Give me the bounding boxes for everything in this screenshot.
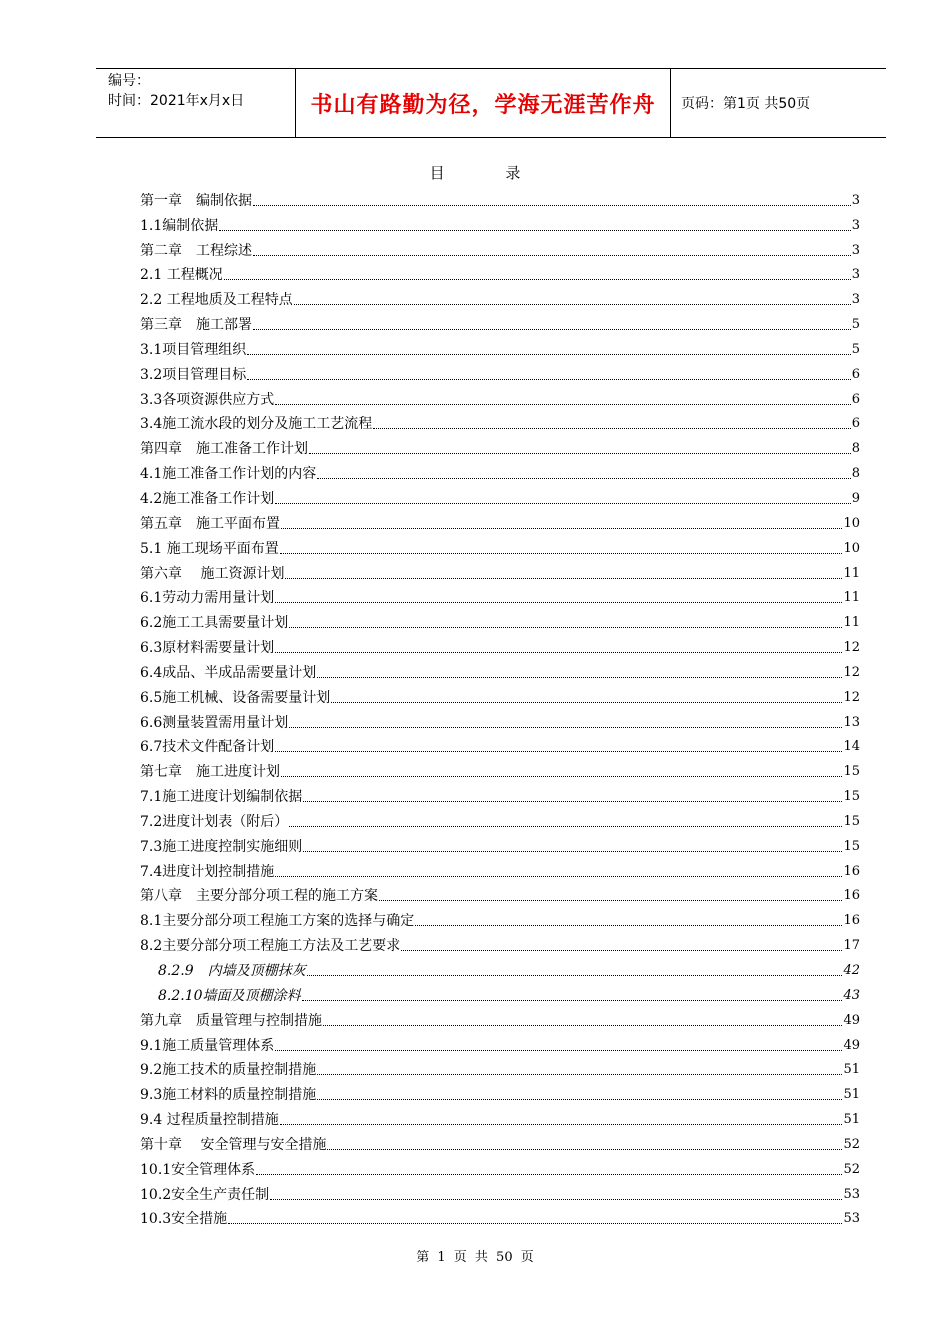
toc-entry[interactable] xyxy=(140,707,860,732)
toc-entry[interactable] xyxy=(140,1104,860,1129)
toc-entry[interactable] xyxy=(140,1030,860,1055)
toc-entry-title: 5.1 施工现场平面布置 xyxy=(140,540,279,557)
toc-entry[interactable] xyxy=(140,856,860,881)
toc-entry-page: 15 xyxy=(843,813,860,829)
toc-dot-leader xyxy=(256,1174,842,1175)
header-time: 时间：2021年x月x日 xyxy=(108,93,245,109)
toc-dot-leader xyxy=(289,727,842,728)
toc-entry-title: 8.2.10墙面及顶棚涂料 xyxy=(158,987,301,1004)
toc-dot-leader xyxy=(317,677,842,678)
toc-entry[interactable] xyxy=(140,632,860,657)
toc-dot-leader xyxy=(253,329,851,330)
toc-dot-leader xyxy=(224,279,851,280)
toc-dot-leader xyxy=(327,1149,842,1150)
toc-entry-title: 第二章 工程综述 xyxy=(140,242,252,259)
toc-entry[interactable] xyxy=(140,1204,860,1229)
header-meta xyxy=(96,69,296,137)
toc-entry-title: 8.2主要分部分项工程施工方法及工艺要求 xyxy=(140,938,401,955)
toc-entry-page: 15 xyxy=(843,789,860,805)
toc-entry-page: 52 xyxy=(843,1161,860,1177)
toc-dot-leader xyxy=(379,900,842,901)
header-motto: 书山有路勤为径，学海无涯苦作舟 xyxy=(296,69,671,137)
toc-entry-title: 第九章 质量管理与控制措施 xyxy=(140,1012,322,1029)
toc-dot-leader xyxy=(401,950,842,951)
toc-dot-leader xyxy=(302,1000,843,1001)
toc-entry-title: 9.1施工质量管理体系 xyxy=(140,1037,275,1054)
toc-entry[interactable] xyxy=(140,235,860,260)
toc-entry[interactable] xyxy=(140,260,860,285)
toc-dot-leader xyxy=(309,453,851,454)
page-footer: 第 1 页 共 50 页 xyxy=(416,1250,534,1265)
toc-dot-leader xyxy=(275,876,842,877)
toc-entry[interactable] xyxy=(140,284,860,309)
toc-dot-leader xyxy=(275,404,850,405)
toc-dot-leader xyxy=(307,975,843,976)
toc-entry-page: 49 xyxy=(843,1037,860,1053)
toc-entry-page: 16 xyxy=(843,863,860,879)
toc-entry[interactable] xyxy=(140,409,860,434)
toc-entry-title: 2.2 工程地质及工程特点 xyxy=(140,292,293,309)
toc-dot-leader xyxy=(247,354,850,355)
toc-entry-title: 3.4施工流水段的划分及施工工艺流程 xyxy=(140,416,373,433)
toc-entry[interactable] xyxy=(140,1055,860,1080)
toc-entry-title: 10.2安全生产责任制 xyxy=(140,1186,270,1203)
toc-dot-leader xyxy=(280,1124,843,1125)
toc-entry[interactable] xyxy=(140,1129,860,1154)
toc-dot-leader xyxy=(281,528,842,529)
toc-entry[interactable] xyxy=(140,384,860,409)
toc-dot-leader xyxy=(253,205,851,206)
toc-entry-page: 16 xyxy=(843,888,860,904)
toc-entry[interactable] xyxy=(140,210,860,235)
toc-entry[interactable] xyxy=(140,607,860,632)
toc-entry[interactable] xyxy=(140,309,860,334)
toc-entry-title: 8.1主要分部分项工程施工方案的选择与确定 xyxy=(140,913,415,930)
toc-entry-page: 15 xyxy=(843,764,860,780)
toc-entry[interactable] xyxy=(140,558,860,583)
toc-dot-leader xyxy=(289,826,842,827)
toc-dot-leader xyxy=(331,702,842,703)
toc-entry[interactable] xyxy=(140,1179,860,1204)
toc-entry-page: 3 xyxy=(851,267,860,283)
toc-dot-leader xyxy=(275,751,842,752)
toc-dot-leader xyxy=(280,553,843,554)
toc-entry-title: 10.3安全措施 xyxy=(140,1211,228,1228)
toc-entry[interactable] xyxy=(140,806,860,831)
toc-entry-title: 7.4进度计划控制措施 xyxy=(140,863,275,880)
toc-entry-page: 11 xyxy=(843,590,860,606)
toc-entry[interactable] xyxy=(140,1005,860,1030)
toc-entry-title: 7.3施工进度控制实施细则 xyxy=(140,838,303,855)
toc-dot-leader xyxy=(317,478,850,479)
toc-dot-leader xyxy=(275,1050,842,1051)
toc-entry[interactable] xyxy=(140,1154,860,1179)
toc-entry-page: 12 xyxy=(843,640,860,656)
toc-dot-leader xyxy=(275,503,850,504)
toc-entry-title: 9.4 过程质量控制措施 xyxy=(140,1112,279,1129)
toc-entry-page: 3 xyxy=(851,217,860,233)
toc-entry-page: 3 xyxy=(851,292,860,308)
toc-entry[interactable] xyxy=(140,185,860,210)
toc-entry-title: 第十章 安全管理与安全措施 xyxy=(140,1136,327,1153)
toc-entry-title: 6.1劳动力需用量计划 xyxy=(140,590,275,607)
toc-dot-leader xyxy=(373,428,850,429)
toc-entry[interactable] xyxy=(140,359,860,384)
toc-entry-title: 第一章 编制依据 xyxy=(140,192,252,209)
toc-entry-title: 7.2进度计划表（附后） xyxy=(140,813,289,830)
toc-entry-page: 12 xyxy=(843,664,860,680)
toc-entry[interactable] xyxy=(140,955,860,980)
toc-entry[interactable] xyxy=(140,930,860,955)
toc-dot-leader xyxy=(270,1199,842,1200)
toc-entry[interactable] xyxy=(140,433,860,458)
toc-entry[interactable] xyxy=(140,881,860,906)
toc-entry-title: 4.1施工准备工作计划的内容 xyxy=(140,466,317,483)
toc-entry[interactable] xyxy=(140,682,860,707)
toc-entry-page: 16 xyxy=(843,913,860,929)
toc-dot-leader xyxy=(247,379,850,380)
toc-entry[interactable] xyxy=(140,831,860,856)
toc-entry-page: 10 xyxy=(843,540,860,556)
toc-dot-leader xyxy=(285,578,842,579)
toc-dot-leader xyxy=(228,1223,842,1224)
toc-entry-title: 3.3各项资源供应方式 xyxy=(140,391,275,408)
toc-entry-page: 42 xyxy=(843,963,860,978)
toc-dot-leader xyxy=(281,776,842,777)
toc-entry-title: 9.3施工材料的质量控制措施 xyxy=(140,1087,317,1104)
toc-entry-page: 8 xyxy=(851,441,860,457)
toc-entry-page: 51 xyxy=(843,1112,860,1128)
toc-entry-page: 10 xyxy=(843,515,860,531)
toc-entry-page: 13 xyxy=(843,714,860,730)
toc-entry-title: 6.5施工机械、设备需要量计划 xyxy=(140,689,331,706)
header-number: 编号： xyxy=(108,73,150,89)
toc-entry-page: 5 xyxy=(851,317,860,333)
toc-entry-title: 7.1施工进度计划编制依据 xyxy=(140,789,303,806)
toc-entry[interactable] xyxy=(140,533,860,558)
toc-entry-page: 52 xyxy=(843,1136,860,1152)
toc-entry-page: 11 xyxy=(843,565,860,581)
toc-entry-title: 6.2施工工具需要量计划 xyxy=(140,615,289,632)
toc-entry[interactable] xyxy=(140,1079,860,1104)
toc-entry[interactable] xyxy=(140,483,860,508)
toc-dot-leader xyxy=(317,1099,842,1100)
toc-entry-page: 53 xyxy=(843,1186,860,1202)
toc-dot-leader xyxy=(415,925,842,926)
page-header xyxy=(96,68,886,138)
toc-entry-page: 9 xyxy=(851,490,860,506)
toc-entry-title: 1.1编制依据 xyxy=(140,217,219,234)
toc-entry-title: 10.1安全管理体系 xyxy=(140,1161,256,1178)
toc-entry-title: 2.1 工程概况 xyxy=(140,267,223,284)
toc-entry-title: 9.2施工技术的质量控制措施 xyxy=(140,1062,317,1079)
toc-entry-page: 6 xyxy=(851,366,860,382)
toc-entry[interactable] xyxy=(140,583,860,608)
toc-entry[interactable] xyxy=(140,732,860,757)
toc-entry[interactable] xyxy=(140,781,860,806)
toc-title: 目 录 xyxy=(429,164,549,182)
header-page-info: 页码：第1页 共50页 xyxy=(681,96,811,112)
toc-entry-page: 12 xyxy=(843,689,860,705)
toc-dot-leader xyxy=(323,1025,842,1026)
toc-dot-leader xyxy=(303,851,842,852)
toc-entry-title: 6.7技术文件配备计划 xyxy=(140,739,275,756)
toc-entry[interactable] xyxy=(140,905,860,930)
toc-entry-title: 第八章 主要分部分项工程的施工方案 xyxy=(140,888,378,905)
toc-entry-page: 43 xyxy=(843,987,860,1003)
toc-entry-title: 3.2项目管理目标 xyxy=(140,366,247,383)
table-of-contents xyxy=(140,185,860,1228)
toc-entry-page: 49 xyxy=(843,1012,860,1028)
toc-entry-title: 第六章 施工资源计划 xyxy=(140,565,285,582)
toc-entry-page: 6 xyxy=(851,391,860,407)
toc-entry-title: 第三章 施工部署 xyxy=(140,317,252,334)
toc-entry-page: 51 xyxy=(843,1062,860,1078)
toc-dot-leader xyxy=(275,602,842,603)
toc-dot-leader xyxy=(303,801,842,802)
toc-dot-leader xyxy=(317,1074,842,1075)
toc-entry-title: 6.4成品、半成品需要量计划 xyxy=(140,664,317,681)
toc-entry-page: 14 xyxy=(843,739,860,755)
toc-entry-page: 5 xyxy=(851,341,860,357)
toc-entry[interactable] xyxy=(140,657,860,682)
toc-entry-title: 8.2.9 内墙及顶棚抹灰 xyxy=(158,963,306,979)
toc-entry[interactable] xyxy=(140,508,860,533)
toc-entry-title: 3.1项目管理组织 xyxy=(140,341,247,358)
toc-dot-leader xyxy=(289,627,842,628)
toc-entry-page: 15 xyxy=(843,838,860,854)
toc-entry-page: 3 xyxy=(851,192,860,208)
toc-entry-page: 11 xyxy=(843,615,860,631)
toc-entry[interactable] xyxy=(140,458,860,483)
toc-entry-page: 17 xyxy=(843,938,860,954)
toc-entry-title: 第四章 施工准备工作计划 xyxy=(140,441,308,458)
toc-entry[interactable] xyxy=(140,756,860,781)
toc-entry-page: 51 xyxy=(843,1087,860,1103)
toc-entry[interactable] xyxy=(140,334,860,359)
toc-entry-title: 第五章 施工平面布置 xyxy=(140,515,280,532)
toc-dot-leader xyxy=(294,304,851,305)
toc-entry-page: 53 xyxy=(843,1211,860,1227)
toc-entry-title: 第七章 施工进度计划 xyxy=(140,764,280,781)
toc-entry-page: 8 xyxy=(851,466,860,482)
toc-dot-leader xyxy=(219,230,850,231)
toc-entry[interactable] xyxy=(140,980,860,1005)
toc-entry-title: 6.3原材料需要量计划 xyxy=(140,640,275,657)
toc-entry-page: 6 xyxy=(851,416,860,432)
toc-entry-title: 6.6测量装置需用量计划 xyxy=(140,714,289,731)
toc-entry-title: 4.2施工准备工作计划 xyxy=(140,490,275,507)
toc-entry-page: 3 xyxy=(851,242,860,258)
toc-dot-leader xyxy=(275,652,842,653)
toc-dot-leader xyxy=(253,255,851,256)
